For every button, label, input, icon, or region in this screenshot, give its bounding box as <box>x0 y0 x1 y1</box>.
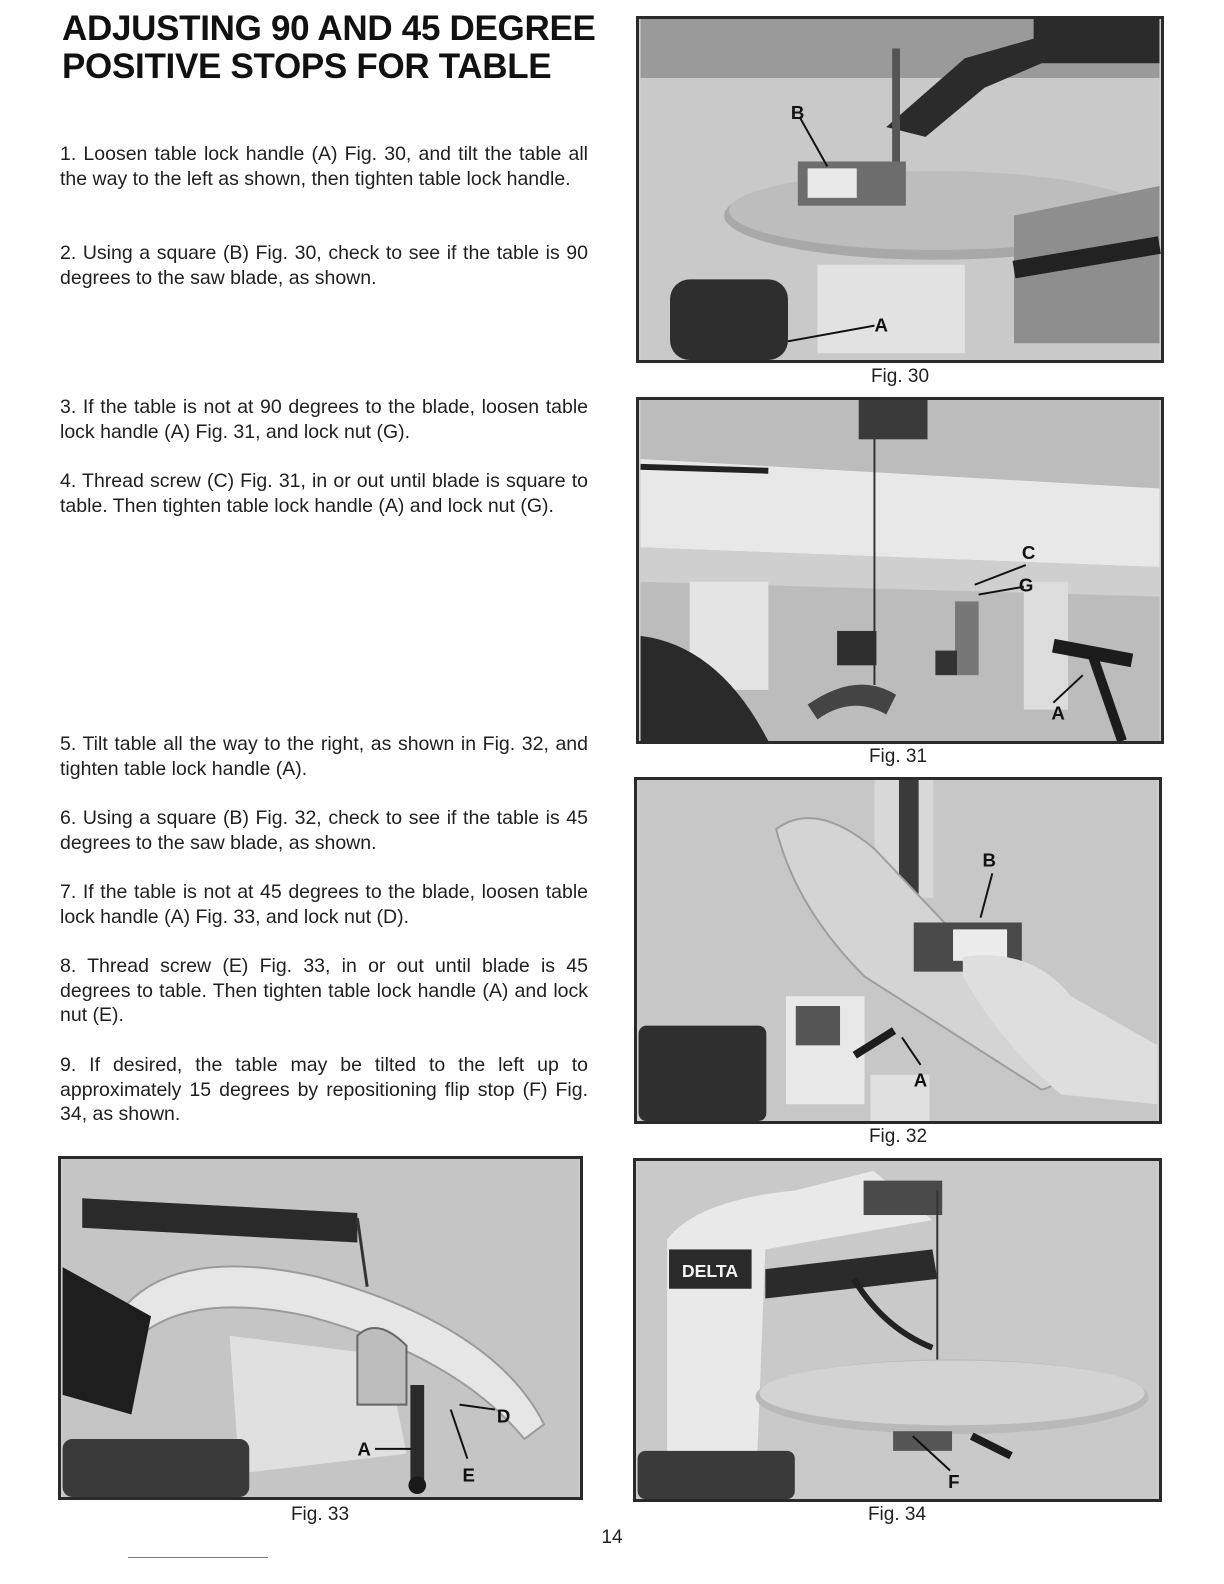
page-number: 14 <box>601 1527 623 1548</box>
fig33-label-a: A <box>357 1438 371 1460</box>
fig31-label-c: C <box>1021 542 1036 564</box>
fig30-caption: Fig. 30 <box>870 366 930 387</box>
page-title: ADJUSTING 90 AND 45 DEGREE POSITIVE STOPS FOR TABLE <box>62 9 596 86</box>
step-9: 9. If desired, the table may be tilted to the left up to approximately 15 degrees by repositioning flip stop (F) Fig. 34, as shown. <box>60 1054 588 1125</box>
fig31-label-g: G <box>1018 574 1034 596</box>
step-1: 1. Loosen table lock handle (A) Fig. 30, and tilt the table all the way to the left as shown, then tighten table lock handle. <box>60 143 588 190</box>
fig32-caption: Fig. 32 <box>868 1126 928 1147</box>
step-8: 8. Thread screw (E) Fig. 33, in or out until blade is 45 degrees to table. Then tighten table lock handle (A) and lock nut (E). <box>60 955 588 1026</box>
fig33-label-d: D <box>496 1405 511 1427</box>
fig34-illustration <box>636 1161 1159 1499</box>
fig33-label-e: E <box>462 1464 475 1486</box>
figure-33-photo <box>58 1156 583 1500</box>
figure-30-photo <box>636 16 1164 363</box>
fig34-label-f: F <box>948 1471 960 1493</box>
figure-31-photo <box>636 397 1164 744</box>
step-3: 3. If the table is not at 90 degrees to the blade, loosen table lock handle (A) Fig. 31, and lock nut (G). <box>60 396 588 443</box>
fig34-brand-logo: DELTA <box>681 1260 739 1281</box>
fig34-caption: Fig. 34 <box>867 1504 927 1525</box>
footer-divider <box>128 1557 268 1558</box>
fig30-label-b: B <box>790 102 805 124</box>
fig33-illustration <box>61 1159 580 1497</box>
fig32-illustration <box>637 780 1159 1121</box>
fig30-label-a: A <box>874 314 888 336</box>
fig31-label-a: A <box>1051 702 1065 724</box>
step-7: 7. If the table is not at 45 degrees to the blade, loosen table lock handle (A) Fig. 33, and lock nut (D). <box>60 881 588 928</box>
figure-32-photo <box>634 777 1162 1124</box>
step-5: 5. Tilt table all the way to the right, as shown in Fig. 32, and tighten table lock handle (A). <box>60 733 588 780</box>
step-4: 4. Thread screw (C) Fig. 31, in or out until blade is square to table. Then tighten table lock handle (A) and lock nut (G). <box>60 470 588 517</box>
step-6: 6. Using a square (B) Fig. 32, check to see if the table is 45 degrees to the saw blade, as shown. <box>60 807 588 854</box>
fig32-label-a: A <box>913 1069 928 1091</box>
fig33-caption: Fig. 33 <box>290 1504 350 1525</box>
fig31-illustration <box>639 400 1161 741</box>
fig32-label-b: B <box>982 849 996 871</box>
figure-34-photo <box>633 1158 1162 1502</box>
fig30-illustration <box>639 19 1161 360</box>
step-2: 2. Using a square (B) Fig. 30, check to see if the table is 90 degrees to the saw blade, as shown. <box>60 242 588 289</box>
fig31-caption: Fig. 31 <box>868 746 928 767</box>
